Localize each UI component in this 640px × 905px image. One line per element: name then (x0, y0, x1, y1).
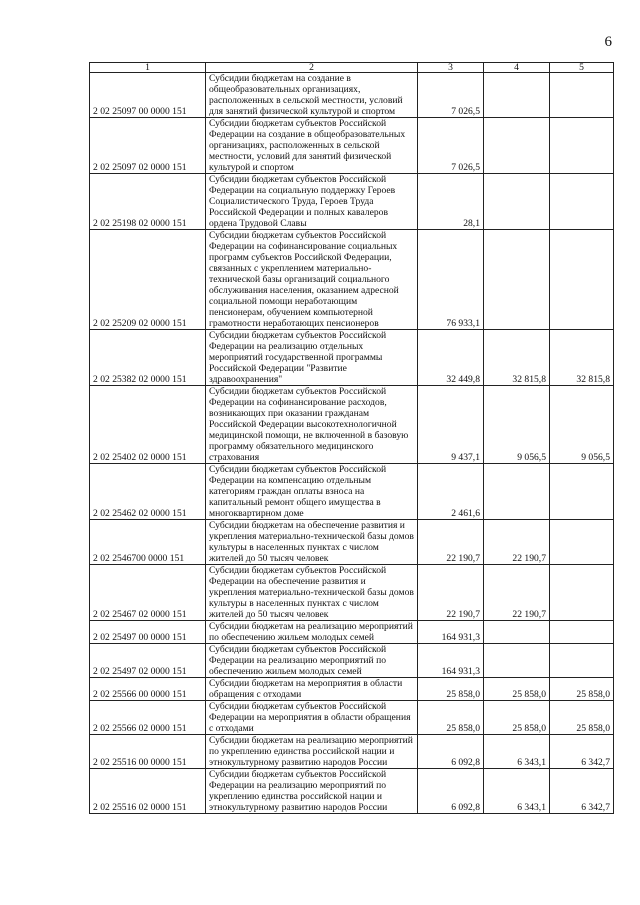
table-row (90, 174, 614, 230)
row-code: 2 02 25462 02 0000 151 (90, 464, 206, 520)
table-row (90, 230, 614, 330)
row-value-col5: 9 056,5 (550, 386, 614, 464)
row-value-col5 (550, 621, 614, 644)
row-name: Субсидии бюджетам субъектов Российской Федерации на компенсацию отдельным категориям граждан оплаты взноса на капитальный ремонт общего имущества в многоквартирном доме (206, 464, 418, 520)
row-value-col3: 25 858,0 (418, 701, 484, 735)
row-value-col3: 9 437,1 (418, 386, 484, 464)
row-code: 2 02 25497 00 0000 151 (90, 621, 206, 644)
row-code: 2 02 25209 02 0000 151 (90, 230, 206, 330)
row-value-col4: 6 343,1 (484, 769, 550, 814)
row-code: 2 02 25497 02 0000 151 (90, 644, 206, 678)
column-header: 5 (550, 63, 614, 73)
table-row (90, 386, 614, 464)
row-name: Субсидии бюджетам на создание в общеобразовательных организациях, расположенных в сельской местности, условий для занятий физической культурой и спортом (206, 73, 418, 118)
row-code: 2 02 25198 02 0000 151 (90, 174, 206, 230)
table-row (90, 520, 614, 565)
row-value-col3: 32 449,8 (418, 330, 484, 386)
row-value-col5 (550, 118, 614, 174)
row-code: 2 02 25382 02 0000 151 (90, 330, 206, 386)
table-row (90, 621, 614, 644)
row-value-col3: 6 092,8 (418, 769, 484, 814)
row-value-col3: 7 026,5 (418, 73, 484, 118)
table-row (90, 73, 614, 118)
table-row (90, 701, 614, 735)
row-code: 2 02 25516 00 0000 151 (90, 735, 206, 769)
column-header: 3 (418, 63, 484, 73)
row-value-col4: 25 858,0 (484, 701, 550, 735)
row-value-col5 (550, 464, 614, 520)
budget-table (89, 62, 614, 814)
row-name: Субсидии бюджетам субъектов Российской Федерации на социальную поддержку Героев Социалистического Труда, Героев Труда Российской Федерации и полных кавалеров ордена Трудовой Славы (206, 174, 418, 230)
row-code: 2 02 2546700 0000 151 (90, 520, 206, 565)
table-row (90, 644, 614, 678)
column-header: 2 (206, 63, 418, 73)
table-row (90, 330, 614, 386)
row-code: 2 02 25467 02 0000 151 (90, 565, 206, 621)
row-name: Субсидии бюджетам субъектов Российской Федерации на софинансирование социальных программ субъектов Российской Федерации, связанных с укреплением материально-технической базы организаций социального обслуживания населения, оказанием адресной социальной помощи неработающим пенсионерам, обучением компьютерной грамотности неработающих пенсионеров (206, 230, 418, 330)
row-name: Субсидии бюджетам субъектов Российской Федерации на софинансирование расходов, возникающих при оказании гражданам Российской Федерации высокотехнологичной медицинской помощи, не включенной в базовую программу обязательного медицинского страхования (206, 386, 418, 464)
row-code: 2 02 25097 00 0000 151 (90, 73, 206, 118)
row-value-col3: 22 190,7 (418, 565, 484, 621)
row-value-col5: 6 342,7 (550, 769, 614, 814)
row-value-col5: 6 342,7 (550, 735, 614, 769)
row-name: Субсидии бюджетам субъектов Российской Федерации на реализацию мероприятий по укреплению единства российской нации и этнокультурному развитию народов России (206, 769, 418, 814)
column-header: 1 (90, 63, 206, 73)
row-value-col4 (484, 230, 550, 330)
row-value-col4 (484, 644, 550, 678)
row-value-col4: 9 056,5 (484, 386, 550, 464)
row-name: Субсидии бюджетам субъектов Российской Федерации на реализацию мероприятий по обеспечению жильем молодых семей (206, 644, 418, 678)
table-row (90, 735, 614, 769)
table-row (90, 769, 614, 814)
row-value-col3: 22 190,7 (418, 520, 484, 565)
table-row (90, 464, 614, 520)
column-header: 4 (484, 63, 550, 73)
row-value-col3: 25 858,0 (418, 678, 484, 701)
row-code: 2 02 25516 02 0000 151 (90, 769, 206, 814)
row-value-col5 (550, 520, 614, 565)
row-value-col3: 28,1 (418, 174, 484, 230)
table-row (90, 678, 614, 701)
row-value-col3: 76 933,1 (418, 230, 484, 330)
row-value-col3: 2 461,6 (418, 464, 484, 520)
row-code: 2 02 25097 02 0000 151 (90, 118, 206, 174)
row-value-col5 (550, 644, 614, 678)
row-value-col5 (550, 230, 614, 330)
row-value-col4: 6 343,1 (484, 735, 550, 769)
row-name: Субсидии бюджетам на мероприятия в области обращения с отходами (206, 678, 418, 701)
page-number: 6 (604, 34, 612, 50)
row-value-col4: 32 815,8 (484, 330, 550, 386)
table-body (90, 73, 614, 814)
row-value-col3: 6 092,8 (418, 735, 484, 769)
row-value-col3: 164 931,3 (418, 621, 484, 644)
row-name: Субсидии бюджетам субъектов Российской Федерации на мероприятия в области обращения с отходами (206, 701, 418, 735)
row-value-col4 (484, 73, 550, 118)
row-value-col4 (484, 118, 550, 174)
row-value-col4 (484, 621, 550, 644)
row-name: Субсидии бюджетам на обеспечение развития и укрепления материально-технической базы домов культуры в населенных пунктах с числом жителей до 50 тысяч человек (206, 520, 418, 565)
table-header-row (90, 63, 614, 73)
row-value-col5 (550, 73, 614, 118)
row-value-col5 (550, 565, 614, 621)
row-value-col4: 22 190,7 (484, 520, 550, 565)
row-value-col5: 32 815,8 (550, 330, 614, 386)
row-value-col5: 25 858,0 (550, 678, 614, 701)
row-name: Субсидии бюджетам на реализацию мероприятий по укреплению единства российской нации и этнокультурному развитию народов России (206, 735, 418, 769)
table-row (90, 118, 614, 174)
row-value-col4 (484, 464, 550, 520)
row-code: 2 02 25566 02 0000 151 (90, 701, 206, 735)
row-name: Субсидии бюджетам субъектов Российской Федерации на создание в общеобразовательных организациях, расположенных в сельской местности, условий для занятий физической культурой и спортом (206, 118, 418, 174)
row-value-col5 (550, 174, 614, 230)
row-value-col5: 25 858,0 (550, 701, 614, 735)
row-name: Субсидии бюджетам субъектов Российской Федерации на обеспечение развития и укрепления материально-технической базы домов культуры в населенных пунктах с числом жителей до 50 тысяч человек (206, 565, 418, 621)
row-name: Субсидии бюджетам на реализацию мероприятий по обеспечению жильем молодых семей (206, 621, 418, 644)
row-value-col4 (484, 174, 550, 230)
row-name: Субсидии бюджетам субъектов Российской Федерации на реализацию отдельных мероприятий государственной программы Российской Федерации "Развитие здравоохранения" (206, 330, 418, 386)
row-value-col4: 22 190,7 (484, 565, 550, 621)
row-value-col3: 164 931,3 (418, 644, 484, 678)
row-code: 2 02 25402 02 0000 151 (90, 386, 206, 464)
row-code: 2 02 25566 00 0000 151 (90, 678, 206, 701)
row-value-col3: 7 026,5 (418, 118, 484, 174)
row-value-col4: 25 858,0 (484, 678, 550, 701)
table-row (90, 565, 614, 621)
